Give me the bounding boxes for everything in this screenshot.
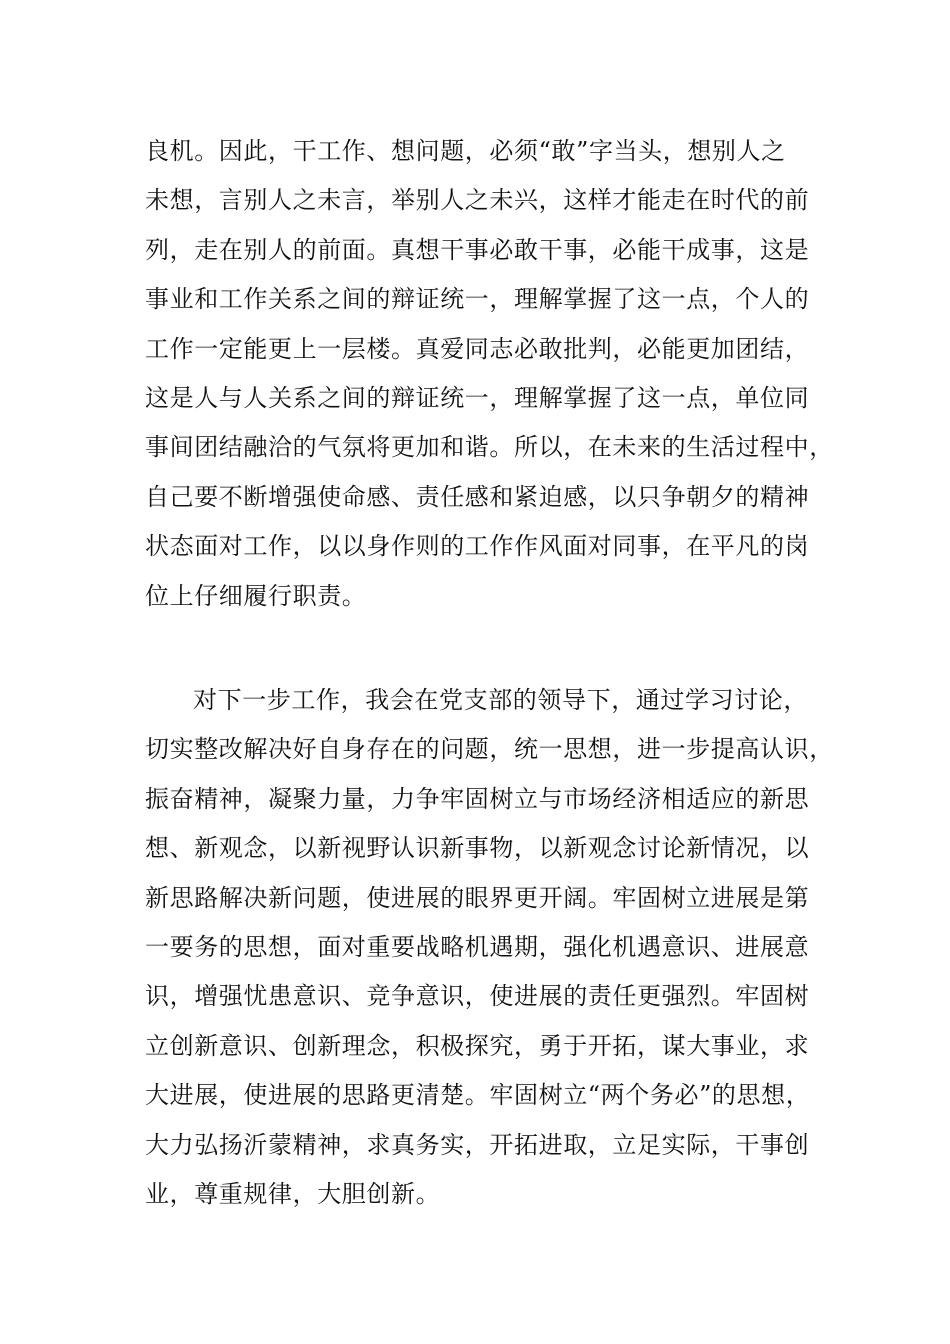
paragraph-line: 大力弘扬沂蒙精神，求真务实，开拓进取，立足实际，干事创 — [145, 1130, 810, 1159]
paragraph-line: 良机。因此，干工作、想问题，必须“敢”字当头，想别人之 — [145, 137, 786, 165]
paragraph-line: 状态面对工作，以以身作则的工作作风面对同事，在平凡的岗 — [145, 532, 810, 561]
paragraph-line: 自己要不断增强使命感、责任感和紧迫感，以只争朝夕的精神 — [145, 482, 810, 511]
paragraph-line: 切实整改解决好自身存在的问题，统一思想，进一步提高认识， — [145, 735, 834, 764]
paragraph-line: 这是人与人关系之间的辩证统一，理解掌握了这一点，单位同 — [145, 383, 810, 412]
paragraph-line: 立创新意识、创新理念，积极探究，勇于开拓，谋大事业，求 — [145, 1031, 810, 1060]
paragraph-line: 未想，言别人之未言，举别人之未兴，这样才能走在时代的前 — [145, 186, 810, 215]
paragraph-1 — [145, 127, 835, 621]
paragraph-2 — [145, 676, 835, 1219]
paragraph-line: 工作一定能更上一层楼。真爱同志必敢批判，必能更加团结， — [145, 334, 810, 363]
paragraph-line: 新思路解决新问题，使进展的眼界更开阔。牢固树立进展是第 — [145, 883, 810, 912]
paragraph-line: 对下一步工作，我会在党支部的领导下，通过学习讨论， — [193, 686, 808, 714]
paragraph-line: 大进展，使进展的思路更清楚。牢固树立“两个务必”的思想， — [145, 1081, 811, 1110]
paragraph-line: 事间团结融洽的气氛将更加和谐。所以，在未来的生活过程中， — [145, 433, 834, 462]
paragraph-line: 识，增强忧患意识、竞争意识，使进展的责任更强烈。牢固树 — [145, 982, 810, 1011]
paragraph-line: 一要务的思想，面对重要战略机遇期，强化机遇意识、进展意 — [145, 932, 810, 961]
paragraph-line: 位上仔细履行职责。 — [145, 581, 367, 610]
paragraph-line: 想、新观念，以新视野认识新事物，以新观念讨论新情况，以 — [145, 834, 810, 863]
paragraph-line: 振奋精神，凝聚力量，力争牢固树立与市场经济相适应的新思 — [145, 784, 810, 813]
paragraph-line: 列，走在别人的前面。真想干事必敢干事，必能干成事，这是 — [145, 235, 810, 264]
paragraph-line: 业，尊重规律，大胆创新。 — [145, 1179, 441, 1208]
paragraph-line: 事业和工作关系之间的辩证统一，理解掌握了这一点，个人的 — [145, 285, 810, 314]
